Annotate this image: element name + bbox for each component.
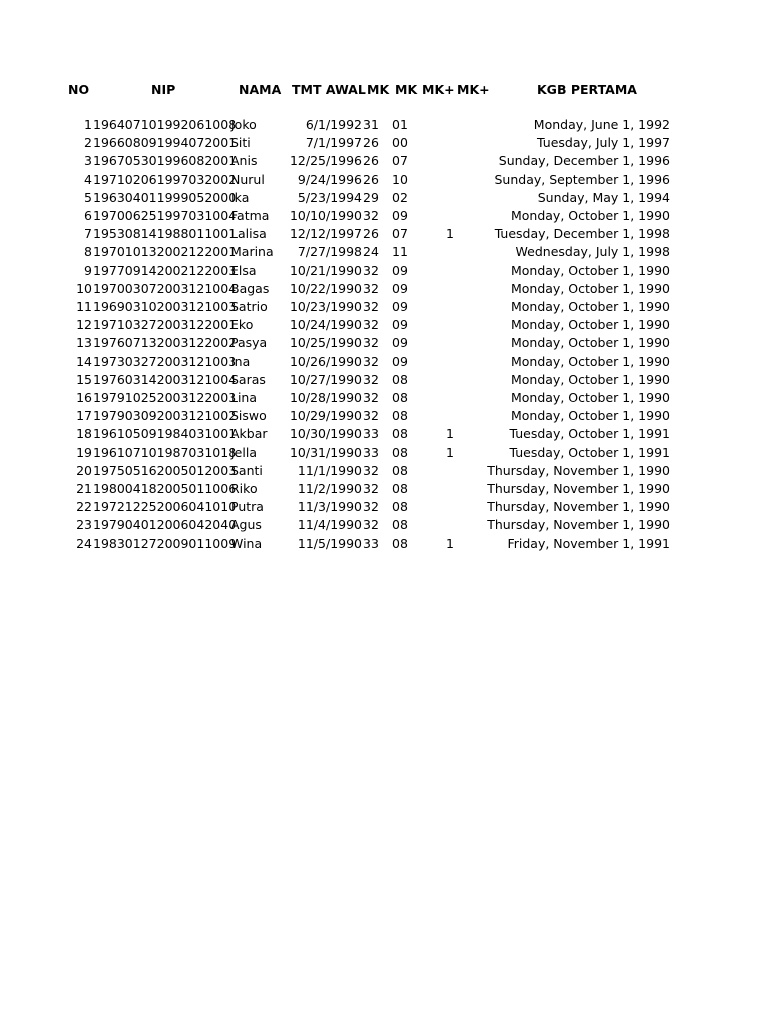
cell-kgb-pertama: Friday, November 1, 1991	[507, 535, 670, 551]
cell-mk-plus-1	[440, 298, 460, 316]
cell-tmt-awal: 7/27/1998	[297, 244, 362, 260]
cell-nama: Riko	[231, 481, 258, 496]
table-row	[0, 516, 768, 534]
cell-tmt-awal: 10/27/1990	[289, 371, 362, 387]
cell-nama: Siswo	[231, 408, 267, 424]
cell-nama: Agus	[231, 517, 262, 533]
cell-kgb-pertama: Thursday, November 1, 1990	[487, 517, 670, 533]
cell-tmt-awal: 11/2/1990	[297, 481, 362, 496]
cell-mk-1: 32	[363, 462, 379, 478]
header-tmt-awal: TMT AWAL	[292, 82, 366, 97]
cell-mk-1: 33	[363, 444, 379, 460]
cell-tmt-awal: 10/29/1990	[289, 408, 362, 424]
cell-tmt-awal: 10/21/1990	[289, 262, 362, 278]
cell-nama: Elsa	[231, 262, 257, 278]
cell-mk-1: 32	[363, 371, 379, 387]
cell-tmt-awal: 10/26/1990	[289, 353, 362, 369]
cell-tmt-awal: 6/1/1992	[305, 117, 362, 132]
cell-mk-1: 24	[363, 244, 379, 260]
table-row	[0, 498, 768, 516]
cell-mk-2: 08	[392, 499, 408, 515]
cell-no: 24	[76, 535, 92, 551]
cell-tmt-awal: 9/24/1996	[297, 171, 362, 187]
cell-nip: 196705301996082001	[93, 153, 237, 169]
table-row	[0, 134, 768, 152]
table-row	[0, 389, 768, 407]
cell-kgb-pertama: Monday, October 1, 1990	[510, 280, 670, 296]
cell-mk-1: 32	[363, 353, 379, 369]
table-row	[0, 225, 768, 243]
cell-no: 17	[76, 408, 92, 424]
table-row	[0, 353, 768, 371]
table-row	[0, 535, 768, 553]
cell-kgb-pertama: Sunday, December 1, 1996	[498, 153, 670, 169]
cell-mk-2: 09	[392, 317, 408, 333]
cell-tmt-awal: 5/23/1994	[297, 189, 362, 205]
cell-mk-2: 00	[392, 135, 408, 151]
cell-mk-1: 26	[363, 226, 379, 242]
cell-no: 8	[84, 244, 92, 260]
cell-no: 10	[76, 280, 92, 296]
cell-nip: 196105091984031001	[93, 426, 237, 442]
cell-kgb-pertama: Thursday, November 1, 1990	[487, 499, 670, 515]
cell-mk-2: 08	[392, 462, 408, 478]
cell-tmt-awal: 11/5/1990	[297, 535, 362, 551]
cell-mk-plus-1: 1	[446, 535, 454, 551]
cell-nama: Ika	[231, 189, 250, 205]
cell-mk-2: 08	[392, 444, 408, 460]
cell-no: 9	[84, 262, 92, 278]
cell-mk-plus-1	[440, 243, 460, 261]
cell-mk-plus-1	[440, 189, 460, 207]
cell-mk-plus-1	[440, 171, 460, 189]
cell-tmt-awal: 11/1/1990	[297, 462, 362, 478]
header-mk-plus-2: MK+	[457, 82, 490, 97]
cell-mk-2: 08	[392, 481, 408, 496]
table-row	[0, 462, 768, 480]
cell-mk-2: 08	[392, 426, 408, 442]
cell-kgb-pertama: Tuesday, October 1, 1991	[509, 444, 670, 460]
cell-mk-1: 32	[363, 299, 379, 314]
cell-kgb-pertama: Monday, October 1, 1990	[510, 299, 670, 314]
cell-nip: 197709142002122003	[93, 262, 237, 278]
cell-nip: 198004182005011006	[93, 481, 237, 496]
table-row	[0, 243, 768, 261]
cell-nip: 197212252006041010	[93, 499, 237, 515]
cell-kgb-pertama: Thursday, November 1, 1990	[487, 462, 670, 478]
cell-mk-2: 09	[392, 353, 408, 369]
cell-nip: 198301272009011009	[93, 535, 237, 551]
cell-nip: 197903092003121002	[93, 408, 237, 424]
cell-nip: 197303272003121003	[93, 353, 237, 369]
cell-tmt-awal: 10/22/1990	[289, 280, 362, 296]
cell-no: 12	[76, 317, 92, 333]
cell-mk-1: 26	[363, 171, 379, 187]
cell-mk-plus-1	[440, 462, 460, 480]
cell-mk-plus-1	[440, 316, 460, 334]
table-row	[0, 425, 768, 443]
table-row	[0, 207, 768, 225]
cell-no: 6	[84, 208, 92, 223]
table-row	[0, 480, 768, 498]
cell-kgb-pertama: Monday, October 1, 1990	[510, 335, 670, 351]
cell-mk-1: 31	[363, 117, 379, 132]
table-row	[0, 407, 768, 425]
cell-nama: Siti	[231, 135, 251, 151]
cell-mk-plus-1	[440, 371, 460, 389]
cell-kgb-pertama: Monday, October 1, 1990	[510, 353, 670, 369]
cell-no: 18	[76, 426, 92, 442]
cell-mk-plus-1	[440, 389, 460, 407]
table-row	[0, 152, 768, 170]
table-row	[0, 116, 768, 134]
cell-nama: Jella	[231, 444, 257, 460]
cell-mk-2: 09	[392, 335, 408, 351]
cell-tmt-awal: 10/23/1990	[289, 299, 362, 314]
cell-nip: 196903102003121003	[93, 299, 237, 314]
table-row	[0, 444, 768, 462]
cell-mk-2: 09	[392, 299, 408, 314]
cell-no: 13	[76, 335, 92, 351]
cell-nip: 197505162005012003	[93, 462, 237, 478]
cell-no: 3	[84, 153, 92, 169]
cell-mk-plus-1: 1	[446, 226, 454, 242]
cell-mk-plus-1	[440, 134, 460, 152]
cell-kgb-pertama: Monday, October 1, 1990	[510, 317, 670, 333]
cell-no: 4	[84, 171, 92, 187]
cell-nama: Wina	[231, 535, 263, 551]
header-mk-2: MK	[395, 82, 418, 97]
cell-mk-1: 32	[363, 408, 379, 424]
cell-mk-2: 07	[392, 226, 408, 242]
cell-mk-2: 09	[392, 208, 408, 223]
cell-mk-1: 29	[363, 189, 379, 205]
cell-mk-1: 32	[363, 499, 379, 515]
cell-kgb-pertama: Wednesday, July 1, 1998	[515, 244, 670, 260]
cell-nama: Pasya	[231, 335, 268, 351]
cell-mk-plus-1	[440, 353, 460, 371]
header-mk-plus-1: MK+	[422, 82, 455, 97]
cell-kgb-pertama: Monday, October 1, 1990	[510, 408, 670, 424]
table-row	[0, 371, 768, 389]
cell-mk-plus-1	[440, 407, 460, 425]
cell-tmt-awal: 11/4/1990	[297, 517, 362, 533]
cell-nama: Joko	[231, 117, 257, 132]
cell-kgb-pertama: Monday, October 1, 1990	[510, 371, 670, 387]
cell-no: 7	[84, 226, 92, 242]
cell-nip: 197003072003121004	[93, 280, 237, 296]
cell-tmt-awal: 7/1/1997	[305, 135, 362, 151]
cell-no: 20	[76, 462, 92, 478]
cell-no: 16	[76, 390, 92, 405]
cell-mk-2: 01	[392, 117, 408, 132]
header-mk-1: MK	[367, 82, 390, 97]
cell-nama: Lina	[231, 390, 258, 405]
cell-nip: 197603142003121004	[93, 371, 237, 387]
table-row	[0, 298, 768, 316]
cell-nama: Fatma	[231, 208, 270, 223]
table-row	[0, 262, 768, 280]
cell-nip: 195308141988011001	[93, 226, 237, 242]
cell-nip: 197006251997031004	[93, 208, 237, 223]
cell-nip: 196304011999052000	[93, 189, 237, 205]
cell-nama: Akbar	[231, 426, 268, 442]
table-row	[0, 189, 768, 207]
cell-mk-2: 08	[392, 390, 408, 405]
cell-mk-plus-1	[440, 498, 460, 516]
cell-mk-plus-1	[440, 207, 460, 225]
cell-nama: Saras	[231, 371, 266, 387]
cell-mk-2: 08	[392, 408, 408, 424]
cell-no: 15	[76, 371, 92, 387]
cell-kgb-pertama: Monday, June 1, 1992	[533, 117, 670, 132]
cell-no: 19	[76, 444, 92, 460]
cell-mk-plus-1	[440, 334, 460, 352]
cell-nama: Putra	[231, 499, 264, 515]
cell-mk-1: 32	[363, 390, 379, 405]
cell-mk-1: 32	[363, 517, 379, 533]
table-row	[0, 316, 768, 334]
cell-tmt-awal: 11/3/1990	[297, 499, 362, 515]
cell-mk-1: 32	[363, 317, 379, 333]
header-kgb-pertama: KGB PERTAMA	[537, 82, 637, 97]
cell-mk-plus-1	[440, 152, 460, 170]
cell-nip: 197103272003122001	[93, 317, 237, 333]
cell-mk-plus-1: 1	[446, 426, 454, 442]
cell-kgb-pertama: Monday, October 1, 1990	[510, 390, 670, 405]
cell-tmt-awal: 12/25/1996	[289, 153, 362, 169]
cell-tmt-awal: 10/10/1990	[289, 208, 362, 223]
cell-kgb-pertama: Tuesday, December 1, 1998	[494, 226, 670, 242]
cell-mk-2: 11	[392, 244, 408, 260]
cell-nip: 196107101987031018	[93, 444, 237, 460]
cell-kgb-pertama: Sunday, May 1, 1994	[537, 189, 670, 205]
cell-mk-plus-1	[440, 280, 460, 298]
cell-no: 5	[84, 189, 92, 205]
cell-nip: 197102061997032002	[93, 171, 237, 187]
cell-nip: 197904012006042040	[93, 517, 237, 533]
cell-kgb-pertama: Monday, October 1, 1990	[510, 262, 670, 278]
cell-mk-1: 33	[363, 426, 379, 442]
cell-tmt-awal: 10/24/1990	[289, 317, 362, 333]
cell-kgb-pertama: Sunday, September 1, 1996	[494, 171, 670, 187]
cell-mk-2: 10	[392, 171, 408, 187]
cell-kgb-pertama: Thursday, November 1, 1990	[487, 481, 670, 496]
cell-mk-plus-1	[440, 480, 460, 498]
cell-nama: Lalisa	[231, 226, 267, 242]
cell-mk-2: 08	[392, 371, 408, 387]
header-no: NO	[68, 82, 90, 97]
cell-mk-2: 07	[392, 153, 408, 169]
cell-mk-plus-1	[440, 116, 460, 134]
cell-nip: 196608091994072001	[93, 135, 237, 151]
cell-mk-2: 08	[392, 517, 408, 533]
cell-nip: 197910252003122003	[93, 390, 237, 405]
cell-nama: Eko	[231, 317, 254, 333]
cell-mk-2: 02	[392, 189, 408, 205]
cell-nama: Satrio	[231, 299, 268, 314]
cell-mk-2: 09	[392, 280, 408, 296]
table-row	[0, 171, 768, 189]
cell-mk-1: 32	[363, 208, 379, 223]
cell-no: 22	[76, 499, 92, 515]
cell-mk-plus-1	[440, 516, 460, 534]
cell-kgb-pertama: Tuesday, October 1, 1991	[509, 426, 670, 442]
cell-nip: 196407101992061008	[93, 117, 237, 132]
header-nama: NAMA	[239, 82, 282, 97]
cell-no: 2	[84, 135, 92, 151]
cell-no: 23	[76, 517, 92, 533]
cell-kgb-pertama: Monday, October 1, 1990	[510, 208, 670, 223]
cell-mk-2: 08	[392, 535, 408, 551]
cell-no: 21	[76, 481, 92, 496]
cell-mk-1: 26	[363, 153, 379, 169]
cell-nama: Ina	[231, 353, 251, 369]
cell-mk-plus-1	[440, 262, 460, 280]
cell-mk-1: 32	[363, 481, 379, 496]
cell-no: 14	[76, 353, 92, 369]
cell-nama: Marina	[231, 244, 274, 260]
table-row	[0, 280, 768, 298]
cell-mk-1: 32	[363, 262, 379, 278]
cell-mk-1: 26	[363, 135, 379, 151]
header-nip: NIP	[151, 82, 176, 97]
cell-mk-1: 33	[363, 535, 379, 551]
cell-tmt-awal: 10/31/1990	[289, 444, 362, 460]
cell-tmt-awal: 10/30/1990	[289, 426, 362, 442]
cell-nama: Anis	[231, 153, 258, 169]
cell-nama: Santi	[231, 462, 263, 478]
cell-tmt-awal: 12/12/1997	[289, 226, 362, 242]
cell-no: 1	[84, 117, 92, 132]
table-row	[0, 334, 768, 352]
cell-nama: Bagas	[231, 280, 270, 296]
cell-nip: 197010132002122001	[93, 244, 237, 260]
cell-kgb-pertama: Tuesday, July 1, 1997	[537, 135, 670, 151]
cell-mk-2: 09	[392, 262, 408, 278]
cell-tmt-awal: 10/28/1990	[289, 390, 362, 405]
cell-tmt-awal: 10/25/1990	[289, 335, 362, 351]
cell-mk-1: 32	[363, 280, 379, 296]
cell-mk-plus-1: 1	[446, 444, 454, 460]
cell-nip: 197607132003122002	[93, 335, 237, 351]
cell-no: 11	[76, 299, 92, 314]
cell-mk-1: 32	[363, 335, 379, 351]
cell-nama: Nurul	[231, 171, 265, 187]
